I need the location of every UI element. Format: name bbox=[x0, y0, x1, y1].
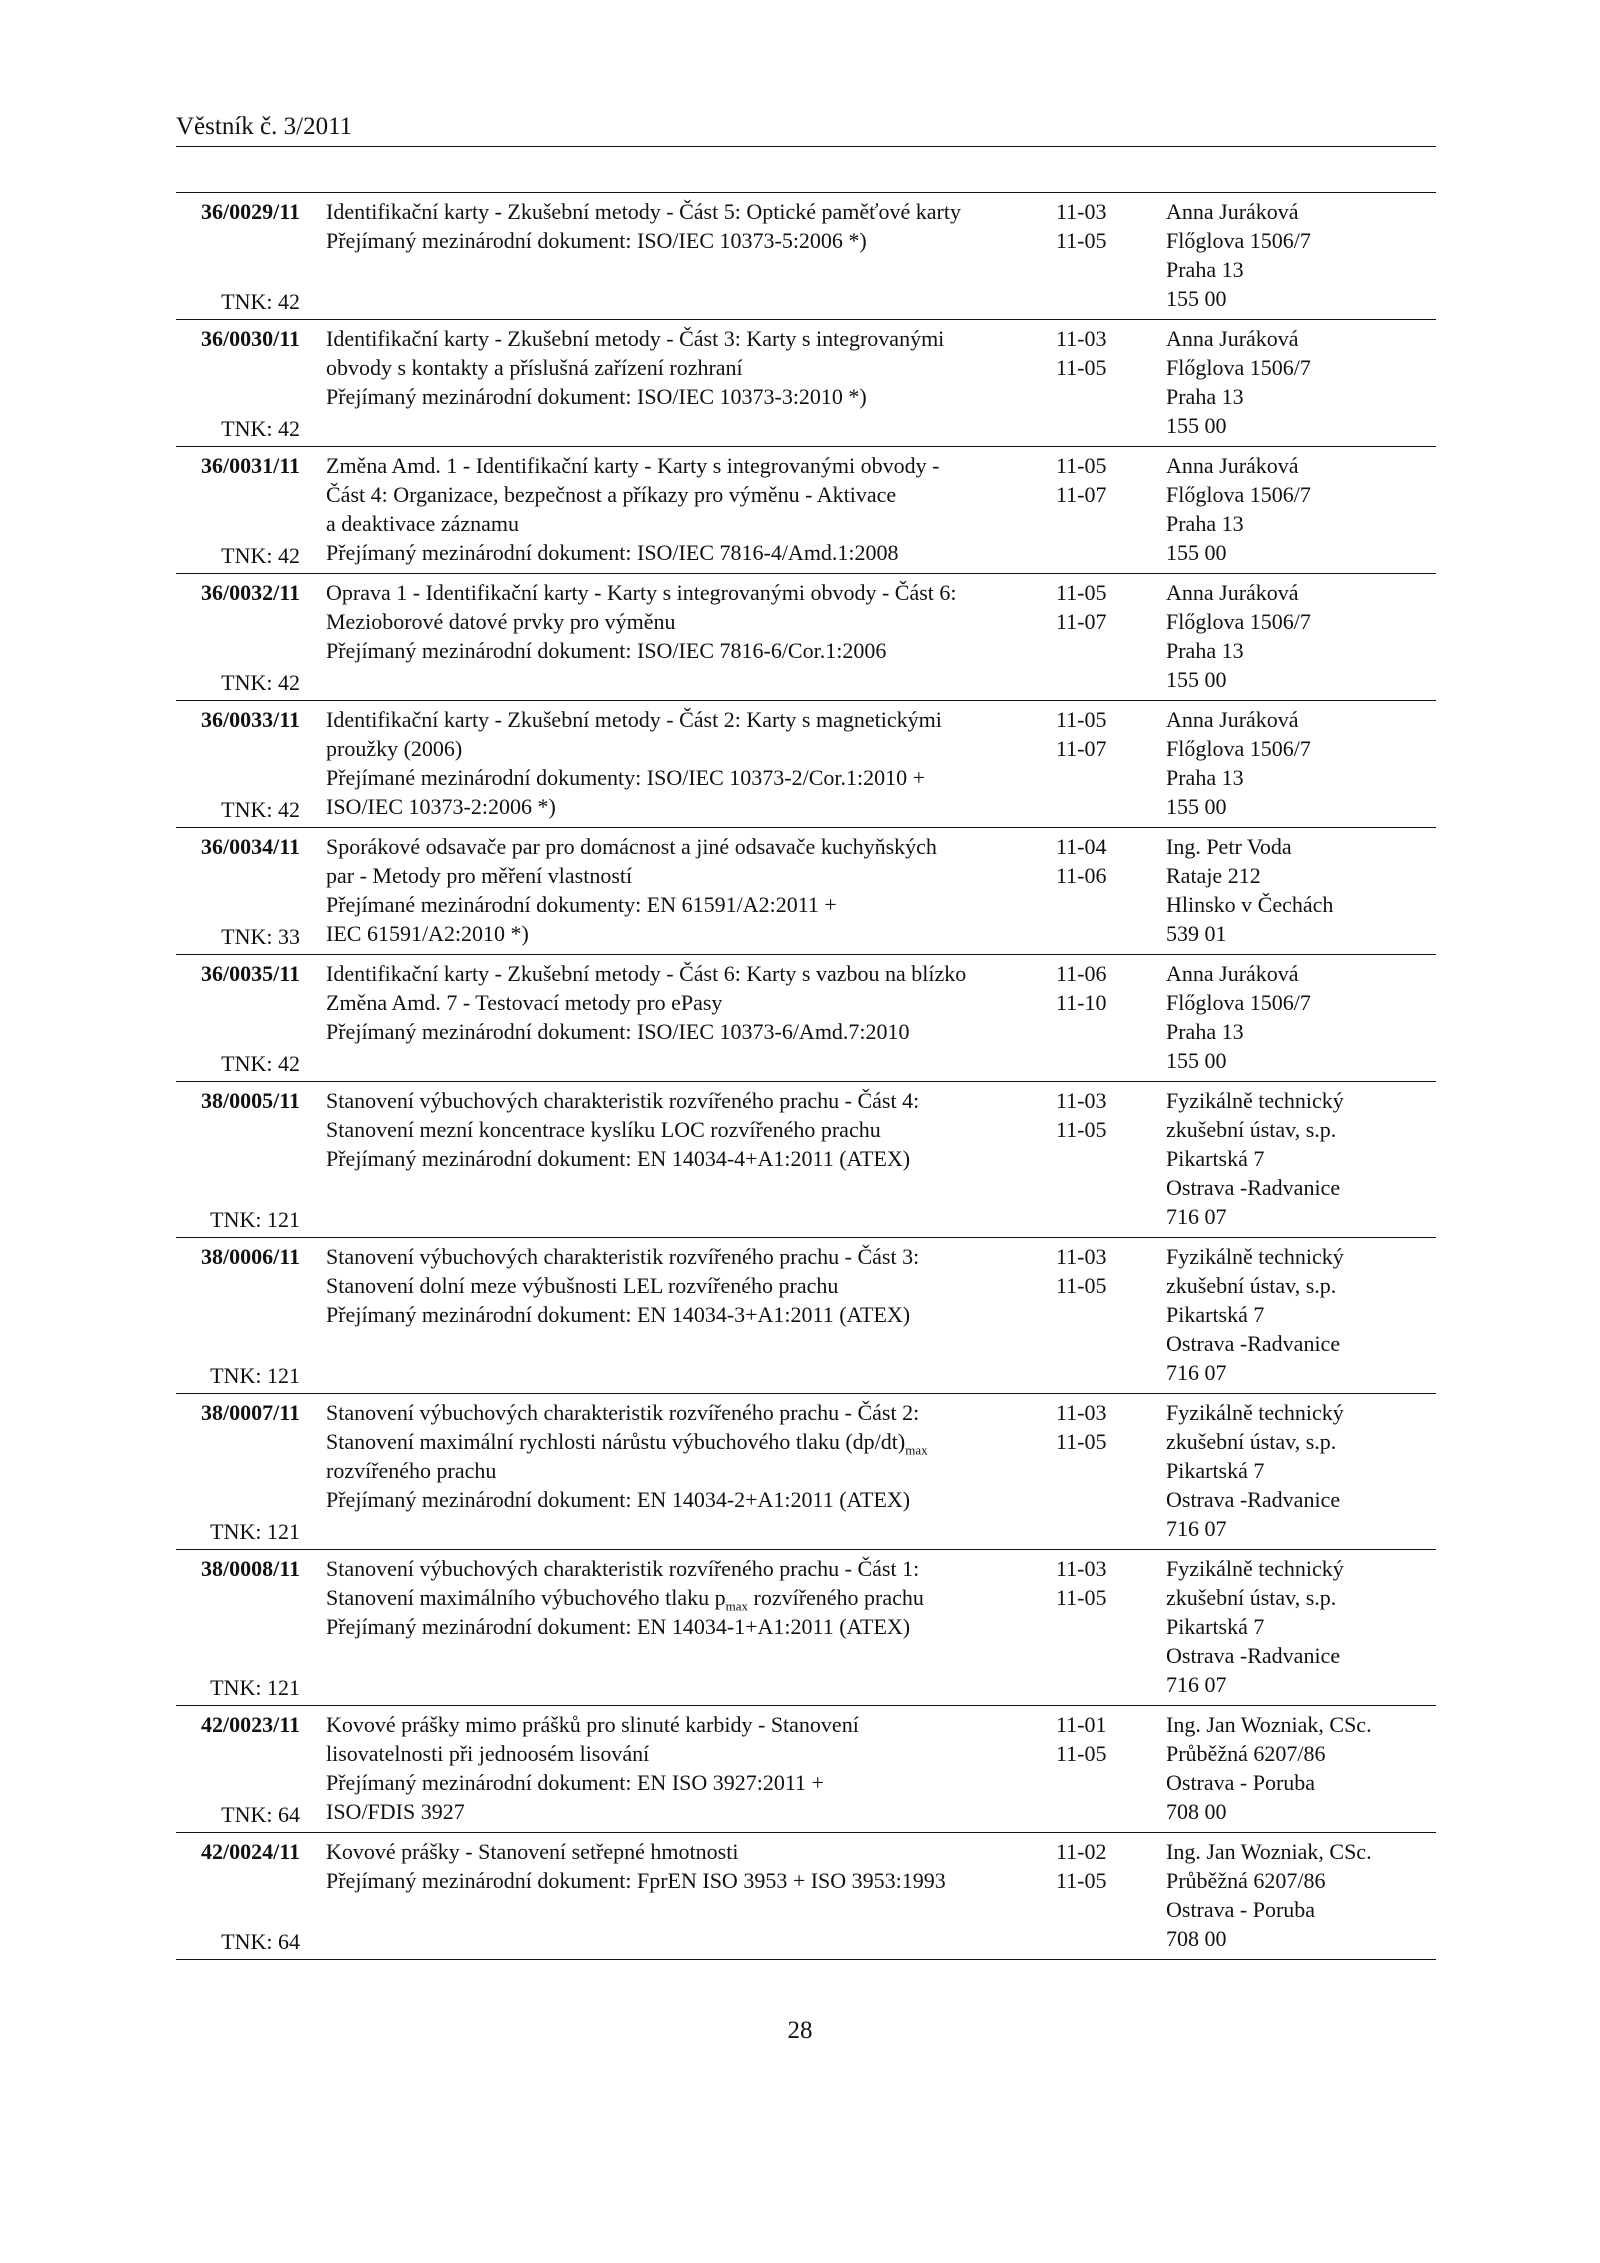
table-row bbox=[176, 701, 1436, 828]
row-title bbox=[326, 705, 1046, 821]
title-line: Přejímané mezinárodní dokumenty: EN 61591/A2:2011 + bbox=[326, 892, 837, 917]
row-code: 36/0034/11 bbox=[200, 834, 300, 859]
address-line: Průběžná 6207/86 bbox=[1166, 1868, 1326, 1893]
address-line: Ostrava -Radvanice bbox=[1166, 1643, 1341, 1668]
title-line: Oprava 1 - Identifikační karty - Karty s integrovanými obvody - Část 6: bbox=[326, 580, 957, 605]
address-line: 716 07 bbox=[1166, 1672, 1227, 1697]
table-row bbox=[176, 1238, 1436, 1394]
address-line: Fyzikálně technický bbox=[1166, 1088, 1344, 1113]
table-row bbox=[176, 193, 1436, 320]
row-title bbox=[326, 451, 1046, 567]
row-tnk: TNK: 42 bbox=[221, 289, 300, 314]
address-line: Ostrava -Radvanice bbox=[1166, 1331, 1341, 1356]
title-line: Přejímaný mezinárodní dokument: EN 14034-2+A1:2011 (ATEX) bbox=[326, 1487, 911, 1512]
row-tnk: TNK: 121 bbox=[210, 1519, 300, 1544]
row-code: 36/0029/11 bbox=[200, 199, 300, 224]
table-row bbox=[176, 1550, 1436, 1706]
title-line: Stanovení maximálního výbuchového tlaku $p_{max}$ rozvířeného prachu bbox=[326, 1585, 924, 1614]
date-value: 11-03 bbox=[1056, 1400, 1107, 1425]
row-address bbox=[1166, 832, 1436, 948]
row-code: 36/0035/11 bbox=[200, 961, 300, 986]
address-line: Pikartská 7 bbox=[1166, 1458, 1265, 1483]
date-value: 11-05 bbox=[1056, 1273, 1107, 1298]
address-line: Ing. Jan Wozniak, CSc. bbox=[1166, 1712, 1372, 1737]
row-dates bbox=[1056, 832, 1146, 890]
title-line: lisovatelnosti při jednoosém lisování bbox=[326, 1741, 650, 1766]
address-line: 716 07 bbox=[1166, 1516, 1227, 1541]
title-line: Přejímaný mezinárodní dokument: EN 14034-4+A1:2011 (ATEX) bbox=[326, 1146, 911, 1171]
table-row bbox=[176, 955, 1436, 1082]
title-line: proužky (2006) bbox=[326, 736, 463, 761]
address-line: 155 00 bbox=[1166, 413, 1227, 438]
row-dates bbox=[1056, 324, 1146, 382]
date-value: 11-03 bbox=[1056, 1088, 1107, 1113]
date-value: 11-02 bbox=[1056, 1839, 1107, 1864]
date-value: 11-06 bbox=[1056, 961, 1107, 986]
page-number: 28 bbox=[787, 2017, 813, 2044]
address-line: Anna Juráková bbox=[1166, 707, 1299, 732]
address-line: zkušební ústav, s.p. bbox=[1166, 1273, 1337, 1298]
address-line: Ostrava - Poruba bbox=[1166, 1897, 1316, 1922]
title-line: IEC 61591/A2:2010 *) bbox=[326, 921, 529, 946]
table-row bbox=[176, 1394, 1436, 1550]
row-title bbox=[326, 832, 1046, 948]
address-line: Praha 13 bbox=[1166, 1019, 1244, 1044]
row-title bbox=[326, 1710, 1046, 1826]
title-line: Identifikační karty - Zkušební metody - Část 5: Optické paměťové karty bbox=[326, 199, 961, 224]
date-value: 11-07 bbox=[1056, 482, 1107, 507]
address-line: 716 07 bbox=[1166, 1204, 1227, 1229]
row-title bbox=[326, 1554, 1046, 1641]
address-line: Pikartská 7 bbox=[1166, 1614, 1265, 1639]
title-line: Přejímaný mezinárodní dokument: EN ISO 3927:2011 + bbox=[326, 1770, 824, 1795]
address-line: 155 00 bbox=[1166, 1048, 1227, 1073]
date-value: 11-10 bbox=[1056, 990, 1107, 1015]
row-title bbox=[326, 1837, 1046, 1895]
row-code: 42/0024/11 bbox=[200, 1839, 300, 1864]
address-line: Ing. Jan Wozniak, CSc. bbox=[1166, 1839, 1372, 1864]
address-line: Flőglova 1506/7 bbox=[1166, 482, 1311, 507]
title-line: Mezioborové datové prvky pro výměnu bbox=[326, 609, 676, 634]
title-line: Přejímaný mezinárodní dokument: EN 14034-1+A1:2011 (ATEX) bbox=[326, 1614, 911, 1639]
address-line: Praha 13 bbox=[1166, 765, 1244, 790]
title-line: ISO/FDIS 3927 bbox=[326, 1799, 465, 1824]
address-line: 155 00 bbox=[1166, 540, 1227, 565]
table-row bbox=[176, 447, 1436, 574]
row-code: 36/0030/11 bbox=[200, 326, 300, 351]
row-dates bbox=[1056, 959, 1146, 1017]
table-row bbox=[176, 828, 1436, 955]
row-code: 38/0006/11 bbox=[200, 1244, 300, 1269]
address-line: Flőglova 1506/7 bbox=[1166, 609, 1311, 634]
date-value: 11-05 bbox=[1056, 453, 1107, 478]
address-line: 155 00 bbox=[1166, 667, 1227, 692]
address-line: Flőglova 1506/7 bbox=[1166, 736, 1311, 761]
date-value: 11-06 bbox=[1056, 863, 1107, 888]
row-code: 36/0031/11 bbox=[200, 453, 300, 478]
title-line: obvody s kontakty a příslušná zařízení rozhraní bbox=[326, 355, 743, 380]
date-value: 11-01 bbox=[1056, 1712, 1107, 1737]
row-address bbox=[1166, 1086, 1436, 1231]
title-line: Přejímaný mezinárodní dokument: FprEN ISO 3953 + ISO 3953:1993 bbox=[326, 1868, 946, 1893]
row-address bbox=[1166, 705, 1436, 821]
address-line: Ing. Petr Voda bbox=[1166, 834, 1292, 859]
address-line: Anna Juráková bbox=[1166, 199, 1299, 224]
address-line: Pikartská 7 bbox=[1166, 1146, 1265, 1171]
title-line: Sporákové odsavače par pro domácnost a jiné odsavače kuchyňských bbox=[326, 834, 937, 859]
title-line: Přejímaný mezinárodní dokument: ISO/IEC 10373-3:2010 *) bbox=[326, 384, 867, 409]
row-address bbox=[1166, 197, 1436, 313]
date-value: 11-03 bbox=[1056, 326, 1107, 351]
date-value: 11-05 bbox=[1056, 1741, 1107, 1766]
address-line: 708 00 bbox=[1166, 1926, 1227, 1951]
date-value: 11-05 bbox=[1056, 1868, 1107, 1893]
row-tnk: TNK: 64 bbox=[221, 1802, 300, 1827]
address-line: 155 00 bbox=[1166, 794, 1227, 819]
address-line: Praha 13 bbox=[1166, 638, 1244, 663]
row-tnk: TNK: 42 bbox=[221, 416, 300, 441]
row-dates bbox=[1056, 1554, 1146, 1612]
address-line: Praha 13 bbox=[1166, 384, 1244, 409]
title-line: Stanovení výbuchových charakteristik rozvířeného prachu - Část 4: bbox=[326, 1088, 920, 1113]
title-line: Stanovení maximální rychlosti nárůstu výbuchového tlaku $(dp/dt)_{max}$ bbox=[326, 1429, 928, 1458]
address-line: Hlinsko v Čechách bbox=[1166, 892, 1334, 917]
address-line: 539 01 bbox=[1166, 921, 1227, 946]
date-value: 11-05 bbox=[1056, 228, 1107, 253]
row-address bbox=[1166, 1710, 1436, 1826]
row-code: 36/0032/11 bbox=[200, 580, 300, 605]
address-line: Flőglova 1506/7 bbox=[1166, 228, 1311, 253]
row-address bbox=[1166, 451, 1436, 567]
title-line: Přejímané mezinárodní dokumenty: ISO/IEC 10373-2/Cor.1:2010 + bbox=[326, 765, 925, 790]
address-line: Praha 13 bbox=[1166, 511, 1244, 536]
row-code: 38/0005/11 bbox=[200, 1088, 300, 1113]
row-dates bbox=[1056, 451, 1146, 509]
date-value: 11-04 bbox=[1056, 834, 1107, 859]
title-line: Stanovení výbuchových charakteristik rozvířeného prachu - Část 2: bbox=[326, 1400, 920, 1425]
title-line: Část 4: Organizace, bezpečnost a příkazy pro výměnu - Aktivace bbox=[326, 482, 897, 507]
title-line: rozvířeného prachu bbox=[326, 1458, 497, 1483]
title-line: Stanovení mezní koncentrace kyslíku LOC rozvířeného prachu bbox=[326, 1117, 881, 1142]
address-line: Ostrava - Poruba bbox=[1166, 1770, 1316, 1795]
row-dates bbox=[1056, 197, 1146, 255]
address-line: Ostrava -Radvanice bbox=[1166, 1175, 1341, 1200]
date-value: 11-05 bbox=[1056, 1585, 1107, 1610]
row-title bbox=[326, 578, 1046, 665]
address-line: Anna Juráková bbox=[1166, 326, 1299, 351]
row-dates bbox=[1056, 1086, 1146, 1144]
row-address bbox=[1166, 1837, 1436, 1953]
title-line: Stanovení výbuchových charakteristik rozvířeného prachu - Část 1: bbox=[326, 1556, 920, 1581]
date-value: 11-05 bbox=[1056, 355, 1107, 380]
title-line: Stanovení dolní meze výbušnosti LEL rozvířeného prachu bbox=[326, 1273, 839, 1298]
row-tnk: TNK: 42 bbox=[221, 543, 300, 568]
row-tnk: TNK: 64 bbox=[221, 1929, 300, 1954]
row-tnk: TNK: 33 bbox=[221, 924, 300, 949]
table-row bbox=[176, 1082, 1436, 1238]
title-line: a deaktivace záznamu bbox=[326, 511, 519, 536]
table-row bbox=[176, 1706, 1436, 1833]
address-line: zkušební ústav, s.p. bbox=[1166, 1429, 1337, 1454]
subscript: max bbox=[725, 1598, 748, 1614]
title-line: Identifikační karty - Zkušební metody - Část 2: Karty s magnetickými bbox=[326, 707, 942, 732]
address-line: Rataje 212 bbox=[1166, 863, 1261, 888]
subscript: max bbox=[905, 1442, 928, 1458]
title-line: Přejímaný mezinárodní dokument: ISO/IEC 10373-5:2006 *) bbox=[326, 228, 867, 253]
standards-table bbox=[176, 192, 1436, 1960]
table-row bbox=[176, 320, 1436, 447]
title-line: Identifikační karty - Zkušební metody - Část 6: Karty s vazbou na blízko bbox=[326, 961, 967, 986]
address-line: Ostrava -Radvanice bbox=[1166, 1487, 1341, 1512]
row-dates bbox=[1056, 1710, 1146, 1768]
title-line: ISO/IEC 10373-2:2006 *) bbox=[326, 794, 556, 819]
row-address bbox=[1166, 324, 1436, 440]
title-line: Přejímaný mezinárodní dokument: ISO/IEC 7816-4/Amd.1:2008 bbox=[326, 540, 899, 565]
row-code: 36/0033/11 bbox=[200, 707, 300, 732]
date-value: 11-03 bbox=[1056, 1244, 1107, 1269]
row-title bbox=[326, 1086, 1046, 1173]
date-value: 11-07 bbox=[1056, 736, 1107, 761]
row-tnk: TNK: 121 bbox=[210, 1363, 300, 1388]
address-line: Anna Juráková bbox=[1166, 453, 1299, 478]
address-line: zkušební ústav, s.p. bbox=[1166, 1117, 1337, 1142]
row-dates bbox=[1056, 705, 1146, 763]
address-line: Fyzikálně technický bbox=[1166, 1400, 1344, 1425]
title-line: Přejímaný mezinárodní dokument: ISO/IEC 7816-6/Cor.1:2006 bbox=[326, 638, 887, 663]
row-code: 38/0007/11 bbox=[200, 1400, 300, 1425]
row-address bbox=[1166, 959, 1436, 1075]
address-line: Průběžná 6207/86 bbox=[1166, 1741, 1326, 1766]
row-dates bbox=[1056, 1398, 1146, 1456]
row-address bbox=[1166, 1398, 1436, 1543]
row-address bbox=[1166, 1242, 1436, 1387]
row-code: 42/0023/11 bbox=[200, 1712, 300, 1737]
date-value: 11-05 bbox=[1056, 707, 1107, 732]
row-dates bbox=[1056, 1837, 1146, 1895]
date-value: 11-05 bbox=[1056, 1117, 1107, 1142]
address-line: 716 07 bbox=[1166, 1360, 1227, 1385]
title-line: Změna Amd. 7 - Testovací metody pro ePasy bbox=[326, 990, 723, 1015]
row-tnk: TNK: 42 bbox=[221, 670, 300, 695]
row-dates bbox=[1056, 1242, 1146, 1300]
row-title bbox=[326, 959, 1046, 1046]
address-line: Flőglova 1506/7 bbox=[1166, 355, 1311, 380]
row-title bbox=[326, 1398, 1046, 1514]
address-line: Fyzikálně technický bbox=[1166, 1244, 1344, 1269]
row-address bbox=[1166, 578, 1436, 694]
row-tnk: TNK: 121 bbox=[210, 1675, 300, 1700]
address-line: 708 00 bbox=[1166, 1799, 1227, 1824]
table-row bbox=[176, 1833, 1436, 1960]
address-line: Flőglova 1506/7 bbox=[1166, 990, 1311, 1015]
title-line: Přejímaný mezinárodní dokument: EN 14034-3+A1:2011 (ATEX) bbox=[326, 1302, 911, 1327]
date-value: 11-03 bbox=[1056, 199, 1107, 224]
date-value: 11-05 bbox=[1056, 580, 1107, 605]
title-line: Kovové prášky - Stanovení setřepné hmotnosti bbox=[326, 1839, 739, 1864]
address-line: zkušební ústav, s.p. bbox=[1166, 1585, 1337, 1610]
header-divider bbox=[176, 146, 1436, 147]
row-tnk: TNK: 42 bbox=[221, 797, 300, 822]
address-line: Praha 13 bbox=[1166, 257, 1244, 282]
title-line: Změna Amd. 1 - Identifikační karty - Karty s integrovanými obvody - bbox=[326, 453, 940, 478]
title-line: par - Metody pro měření vlastností bbox=[326, 863, 633, 888]
title-line: Stanovení výbuchových charakteristik rozvířeného prachu - Část 3: bbox=[326, 1244, 920, 1269]
publication-title: Věstník č. 3/2011 bbox=[176, 113, 353, 140]
title-line: Přejímaný mezinárodní dokument: ISO/IEC 10373-6/Amd.7:2010 bbox=[326, 1019, 910, 1044]
address-line: Anna Juráková bbox=[1166, 961, 1299, 986]
date-value: 11-03 bbox=[1056, 1556, 1107, 1581]
date-value: 11-05 bbox=[1056, 1429, 1107, 1454]
date-value: 11-07 bbox=[1056, 609, 1107, 634]
address-line: 155 00 bbox=[1166, 286, 1227, 311]
address-line: Fyzikálně technický bbox=[1166, 1556, 1344, 1581]
row-title bbox=[326, 197, 1046, 255]
row-tnk: TNK: 121 bbox=[210, 1207, 300, 1232]
address-line: Anna Juráková bbox=[1166, 580, 1299, 605]
address-line: Pikartská 7 bbox=[1166, 1302, 1265, 1327]
row-tnk: TNK: 42 bbox=[221, 1051, 300, 1076]
title-line: Identifikační karty - Zkušební metody - Část 3: Karty s integrovanými bbox=[326, 326, 945, 351]
row-title bbox=[326, 1242, 1046, 1329]
row-code: 38/0008/11 bbox=[200, 1556, 300, 1581]
table-row bbox=[176, 574, 1436, 701]
title-line: Kovové prášky mimo prášků pro slinuté karbidy - Stanovení bbox=[326, 1712, 859, 1737]
row-address bbox=[1166, 1554, 1436, 1699]
row-title bbox=[326, 324, 1046, 411]
row-dates bbox=[1056, 578, 1146, 636]
